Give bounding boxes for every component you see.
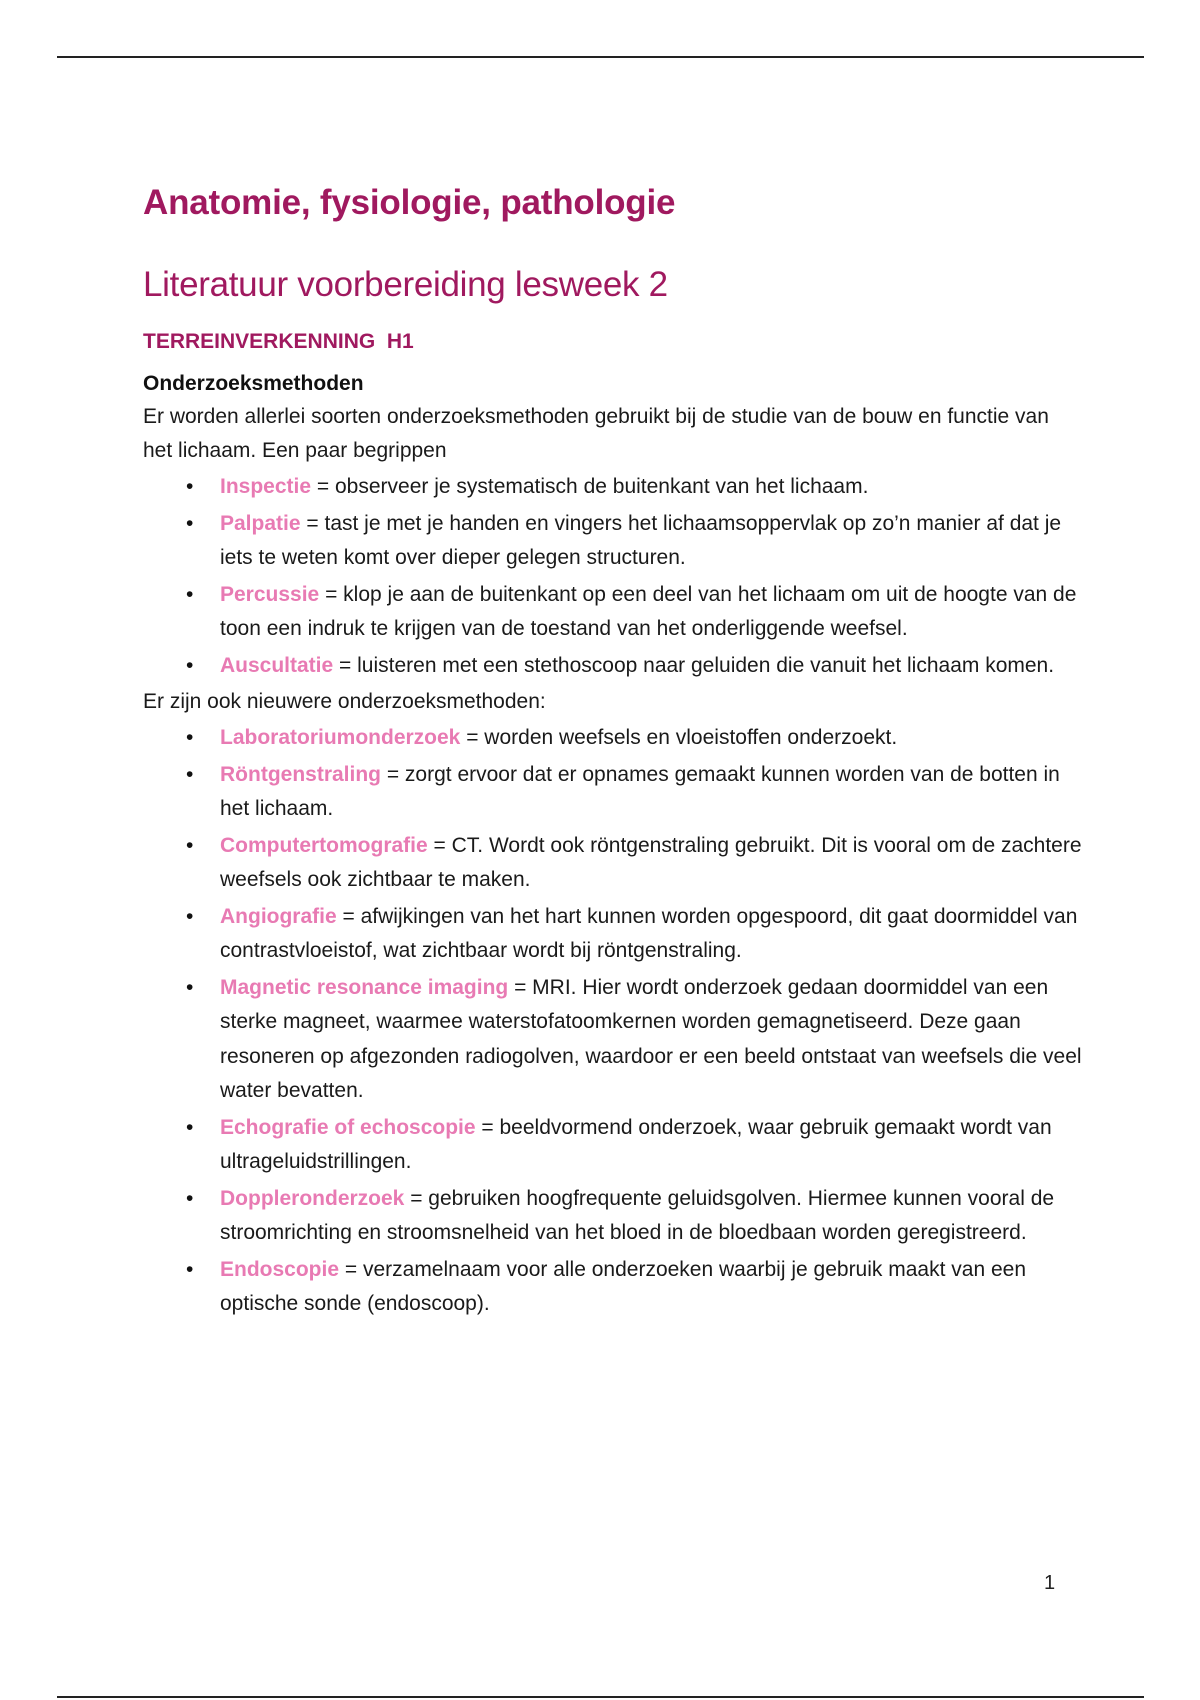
modern-methods-list: [143, 721, 1083, 1322]
classic-methods-list: [143, 470, 1083, 683]
list-item: [143, 829, 1083, 898]
document-title: Anatomie, fysiologie, pathologie: [143, 183, 676, 222]
page-number: 1: [1044, 1572, 1056, 1594]
term-label: Inspectie: [220, 475, 312, 498]
term-definition: = verzamelnaam voor alle onderzoeken waarbij je gebruik maakt van een optische sonde (endoscoop).: [220, 1257, 1026, 1315]
term-definition: = worden weefsels en vloeistoffen onderzoekt.: [460, 726, 898, 749]
bullet-icon: •: [186, 1115, 194, 1139]
term-label: Echografie of echoscopie: [220, 1115, 476, 1139]
list-item: [143, 1182, 1083, 1251]
term-label: Palpatie: [220, 511, 301, 535]
bullet-icon: •: [186, 582, 194, 606]
bullet-icon: •: [186, 726, 194, 749]
term-label: Computertomografie: [220, 833, 428, 857]
term-label: Endoscopie: [220, 1257, 340, 1281]
term-definition: = CT. Wordt ook röntgenstraling gebruikt. Dit is vooral om de zachtere weefsels ook zichtbaar te maken.: [220, 833, 1082, 891]
header-rule: [57, 56, 1144, 58]
term-definition: = zorgt ervoor dat er opnames gemaakt kunnen worden van de botten in het lichaam.: [220, 762, 1060, 820]
term-label: Röntgenstraling: [220, 762, 381, 786]
bullet-icon: •: [186, 833, 194, 857]
term-label: Angiografie: [220, 904, 337, 928]
bullet-icon: •: [186, 1257, 194, 1281]
term-label: Doppleronderzoek: [220, 1186, 405, 1210]
footer-rule: [57, 1696, 1144, 1698]
list-item: [143, 721, 1083, 756]
list-item: [143, 1253, 1083, 1322]
list-item: [143, 758, 1083, 827]
bullet-icon: •: [186, 511, 194, 535]
term-definition: = klop je aan de buitenkant op een deel van het lichaam om uit de hoogte van de toon een indruk te krijgen van de toestand van het onderliggende weefsel.: [220, 582, 1077, 640]
list-item: [143, 1111, 1083, 1180]
bullet-icon: •: [186, 762, 194, 786]
section-heading: TERREINVERKENNING H1: [143, 330, 414, 353]
list-item: [143, 900, 1083, 969]
bullet-icon: •: [186, 1186, 194, 1210]
term-definition: = observeer je systematisch de buitenkant van het lichaam.: [311, 475, 869, 498]
intro-paragraph: Er worden allerlei soorten onderzoeksmethoden gebruikt bij de studie van de bouw en functie van het lichaam. Een paar begrippen: [143, 405, 1049, 462]
sub-heading: Onderzoeksmethoden: [143, 372, 364, 395]
bullet-icon: •: [186, 475, 194, 498]
term-definition: = afwijkingen van het hart kunnen worden opgespoord, dit gaat doormiddel van contrastvloeistof, wat zichtbaar wordt bij röntgenstraling.: [220, 904, 1078, 962]
bullet-icon: •: [186, 653, 194, 677]
bullet-icon: •: [186, 904, 194, 928]
term-label: Auscultatie: [220, 653, 334, 677]
list-item: [143, 578, 1083, 647]
list-item: [143, 470, 1083, 505]
document-body: [143, 178, 1083, 1324]
term-label: Percussie: [220, 582, 320, 606]
term-definition: = gebruiken hoogfrequente geluidsgolven. Hiermee kunnen vooral de stroomrichting en stroomsnelheid van het bloed in de bloedbaan worden geregistreerd.: [220, 1186, 1055, 1244]
document-subtitle: Literatuur voorbereiding lesweek 2: [143, 265, 668, 304]
list-item: [143, 649, 1083, 684]
term-definition: = beeldvormend onderzoek, waar gebruik gemaakt wordt van ultrageluidstrillingen.: [220, 1115, 1052, 1173]
list-item: [143, 507, 1083, 576]
term-label: Laboratoriumonderzoek: [220, 726, 461, 749]
intro-paragraph-2: Er zijn ook nieuwere onderzoeksmethoden:: [143, 690, 546, 713]
term-definition: = MRI. Hier wordt onderzoek gedaan doormiddel van een sterke magneet, waarmee waterstofatoomkernen worden gemagnetiseerd. Deze gaan resoneren op afgezonden radiogolven, waardoor er een beeld ontstaat van weefsels die veel water bevatten.: [220, 975, 1082, 1102]
term-label: Magnetic resonance imaging: [220, 975, 509, 999]
list-item: [143, 971, 1083, 1109]
bullet-icon: •: [186, 975, 194, 999]
term-definition: = luisteren met een stethoscoop naar geluiden die vanuit het lichaam komen.: [333, 653, 1055, 677]
term-definition: = tast je met je handen en vingers het lichaamsoppervlak op zo’n manier af dat je iets te weten komt over dieper gelegen structuren.: [220, 511, 1062, 569]
